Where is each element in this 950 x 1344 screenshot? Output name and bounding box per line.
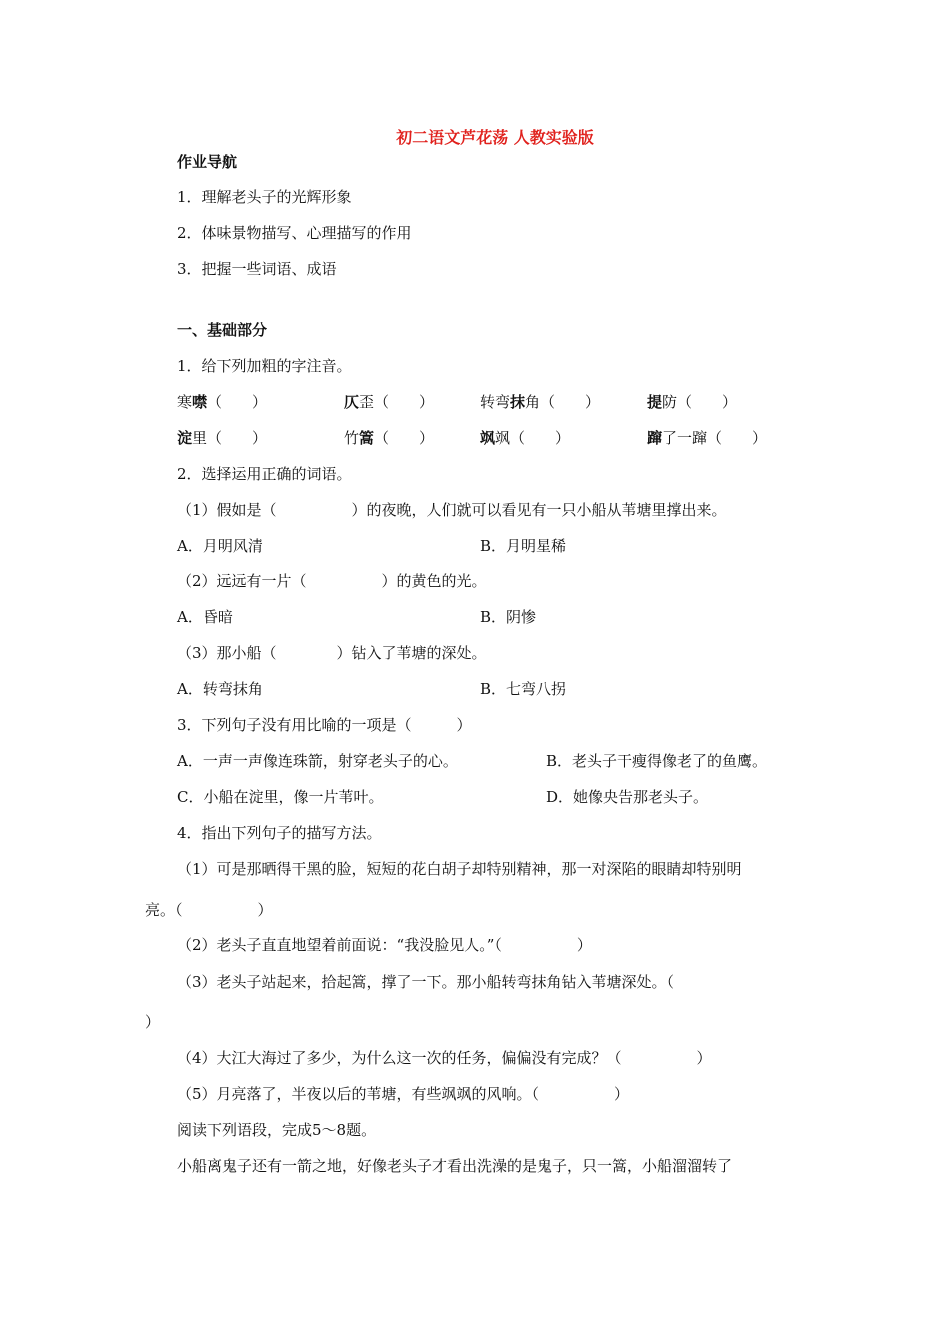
option-b: B．阴惨 — [480, 608, 537, 626]
question-stem: 4．指出下列句子的描写方法。 — [177, 824, 382, 842]
question-sentence: （2）老头子直直地望着前面说：“我没脸见人。”（ ） — [177, 936, 592, 954]
question-sentence: （2）远远有一片（ ）的黄色的光。 — [177, 572, 487, 590]
option-c: C．小船在淀里，像一片苇叶。 — [177, 788, 384, 806]
option-b: B．七弯八拐 — [480, 680, 567, 698]
question-sentence: （4）大江大海过了多少，为什么这一次的任务，偏偏没有完成？（ ） — [177, 1049, 712, 1067]
question-sentence: （1）假如是（ ）的夜晚，人们就可以看见有一只小船从苇塘里撑出来。 — [177, 501, 727, 519]
pinyin-item: 仄歪（ ） — [344, 393, 435, 411]
pinyin-item: 飒飒（ ） — [480, 429, 571, 447]
option-a: A．月明风清 — [177, 537, 263, 555]
nav-item: 3．把握一些词语、成语 — [177, 260, 337, 278]
nav-item: 1．理解老头子的光辉形象 — [177, 188, 352, 206]
question-sentence-cont: 亮。（ ） — [145, 901, 273, 919]
question-sentence: （3）那小船（ ）钻入了苇塘的深处。 — [177, 644, 487, 662]
pinyin-item: 寒噤（ ） — [177, 393, 268, 411]
option-d: D．她像央告那老头子。 — [546, 788, 709, 806]
option-a: A．一声一声像连珠箭，射穿老头子的心。 — [177, 752, 458, 770]
pinyin-item: 蹿了一蹿（ ） — [647, 429, 768, 447]
reading-intro: 阅读下列语段，完成5～8题。 — [177, 1121, 377, 1139]
section-heading: 一、基础部分 — [177, 321, 268, 339]
reading-passage: 小船离鬼子还有一箭之地，好像老头子才看出洗澡的是鬼子，只一篙，小船溜溜转了 — [177, 1157, 733, 1175]
question-sentence: （5）月亮落了，半夜以后的苇塘，有些飒飒的风响。（ ） — [177, 1085, 630, 1103]
question-stem: 3．下列句子没有用比喻的一项是（ ） — [177, 716, 472, 734]
pinyin-item: 淀里（ ） — [177, 429, 268, 447]
question-sentence-cont: ） — [145, 1013, 161, 1031]
page-title: 初二语文芦花荡 人教实验版 — [396, 128, 594, 147]
pinyin-item: 转弯抹角（ ） — [480, 393, 601, 411]
question-sentence: （1）可是那晒得干黑的脸，短短的花白胡子却特别精神，那一对深陷的眼睛却特别明 — [177, 860, 742, 878]
question-stem: 1．给下列加粗的字注音。 — [177, 357, 352, 375]
pinyin-item: 竹篙（ ） — [344, 429, 435, 447]
option-a: A．昏暗 — [177, 608, 233, 626]
option-b: B．老头子干瘦得像老了的鱼鹰。 — [546, 752, 768, 770]
nav-heading: 作业导航 — [177, 153, 238, 171]
pinyin-item: 提防（ ） — [647, 393, 738, 411]
option-b: B．月明星稀 — [480, 537, 567, 555]
question-stem: 2．选择运用正确的词语。 — [177, 465, 352, 483]
option-a: A．转弯抹角 — [177, 680, 263, 698]
question-sentence: （3）老头子站起来，拾起篙，撑了一下。那小船转弯抹角钻入苇塘深处。（ — [177, 973, 675, 991]
nav-item: 2．体味景物描写、心理描写的作用 — [177, 224, 412, 242]
